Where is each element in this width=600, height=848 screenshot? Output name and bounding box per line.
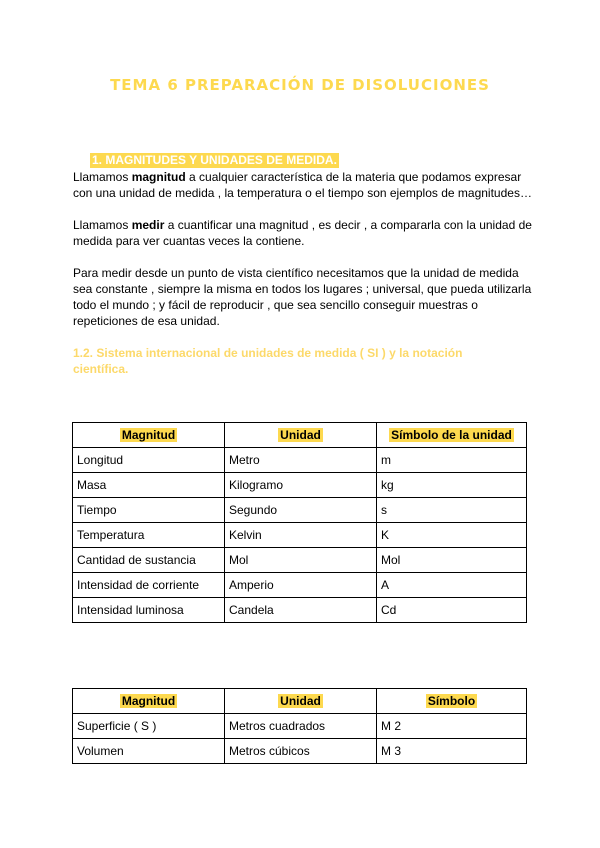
table-cell: Tiempo <box>73 498 225 523</box>
table-row <box>73 548 527 573</box>
term-medir: medir <box>131 218 165 232</box>
table-cell: Volumen <box>73 739 225 764</box>
section-heading-magnitudes: 1. MAGNITUDES Y UNIDADES DE MEDIDA. <box>92 153 337 167</box>
table-row <box>73 714 527 739</box>
table-cell: Cd <box>377 598 527 623</box>
paragraph-magnitud: Llamamos magnitud a cualquier característica de la materia que podamos expresar con una unidad de medida , la temperatura o el tiempo son ejemplos de magnitudes… <box>73 170 532 200</box>
table-cell: Superficie ( S ) <box>73 714 225 739</box>
table-cell: Temperatura <box>73 523 225 548</box>
table-cell: m <box>377 448 527 473</box>
table-row <box>73 448 527 473</box>
table-row <box>73 498 527 523</box>
column-header: Magnitud <box>73 423 225 448</box>
table-cell: Candela <box>225 598 377 623</box>
table-row <box>73 523 527 548</box>
column-header: Símbolo de la unidad <box>377 423 527 448</box>
paragraph-medir: Llamamos medir a cuantificar una magnitud , es decir , a compararla con la unidad de medida para ver cuantas veces la contiene. <box>73 218 532 248</box>
table-cell: Intensidad de corriente <box>73 573 225 598</box>
table-cell: Mol <box>225 548 377 573</box>
table-row <box>73 473 527 498</box>
table-cell: Segundo <box>225 498 377 523</box>
table-row <box>73 573 527 598</box>
si-units-table <box>72 422 527 623</box>
section-heading-si: 1.2. Sistema internacional de unidades de medida ( SI ) y la notación científica. <box>73 346 463 376</box>
paragraph-medicion-cientifica: Para medir desde un punto de vista científico necesitamos que la unidad de medida sea constante , siempre la misma en todos los lugares ; universal, que pueda utilizarla todo el mundo ; y fácil de reproducir , que sea sencillo conseguir muestras o repeticiones de esa unidad. <box>73 266 532 328</box>
table-cell: M 3 <box>377 739 527 764</box>
table-header-row <box>73 689 527 714</box>
column-header: Magnitud <box>73 689 225 714</box>
table-cell: K <box>377 523 527 548</box>
table-cell: Metros cúbicos <box>225 739 377 764</box>
table-cell: M 2 <box>377 714 527 739</box>
table-header-row <box>73 423 527 448</box>
page-title: TEMA 6 PREPARACIÓN DE DISOLUCIONES <box>110 76 490 94</box>
table-cell: Metro <box>225 448 377 473</box>
table-row <box>73 739 527 764</box>
term-magnitud: magnitud <box>131 170 186 184</box>
table-cell: Kilogramo <box>225 473 377 498</box>
table-cell: Cantidad de sustancia <box>73 548 225 573</box>
table-cell: s <box>377 498 527 523</box>
table-cell: Mol <box>377 548 527 573</box>
table-row <box>73 598 527 623</box>
table-cell: Longitud <box>73 448 225 473</box>
column-header: Unidad <box>225 689 377 714</box>
column-header: Símbolo <box>377 689 527 714</box>
derived-units-table <box>72 688 527 764</box>
column-header: Unidad <box>225 423 377 448</box>
table-cell: Masa <box>73 473 225 498</box>
table-cell: Intensidad luminosa <box>73 598 225 623</box>
table-cell: Amperio <box>225 573 377 598</box>
table-cell: Metros cuadrados <box>225 714 377 739</box>
table-cell: Kelvin <box>225 523 377 548</box>
table-cell: kg <box>377 473 527 498</box>
table-cell: A <box>377 573 527 598</box>
